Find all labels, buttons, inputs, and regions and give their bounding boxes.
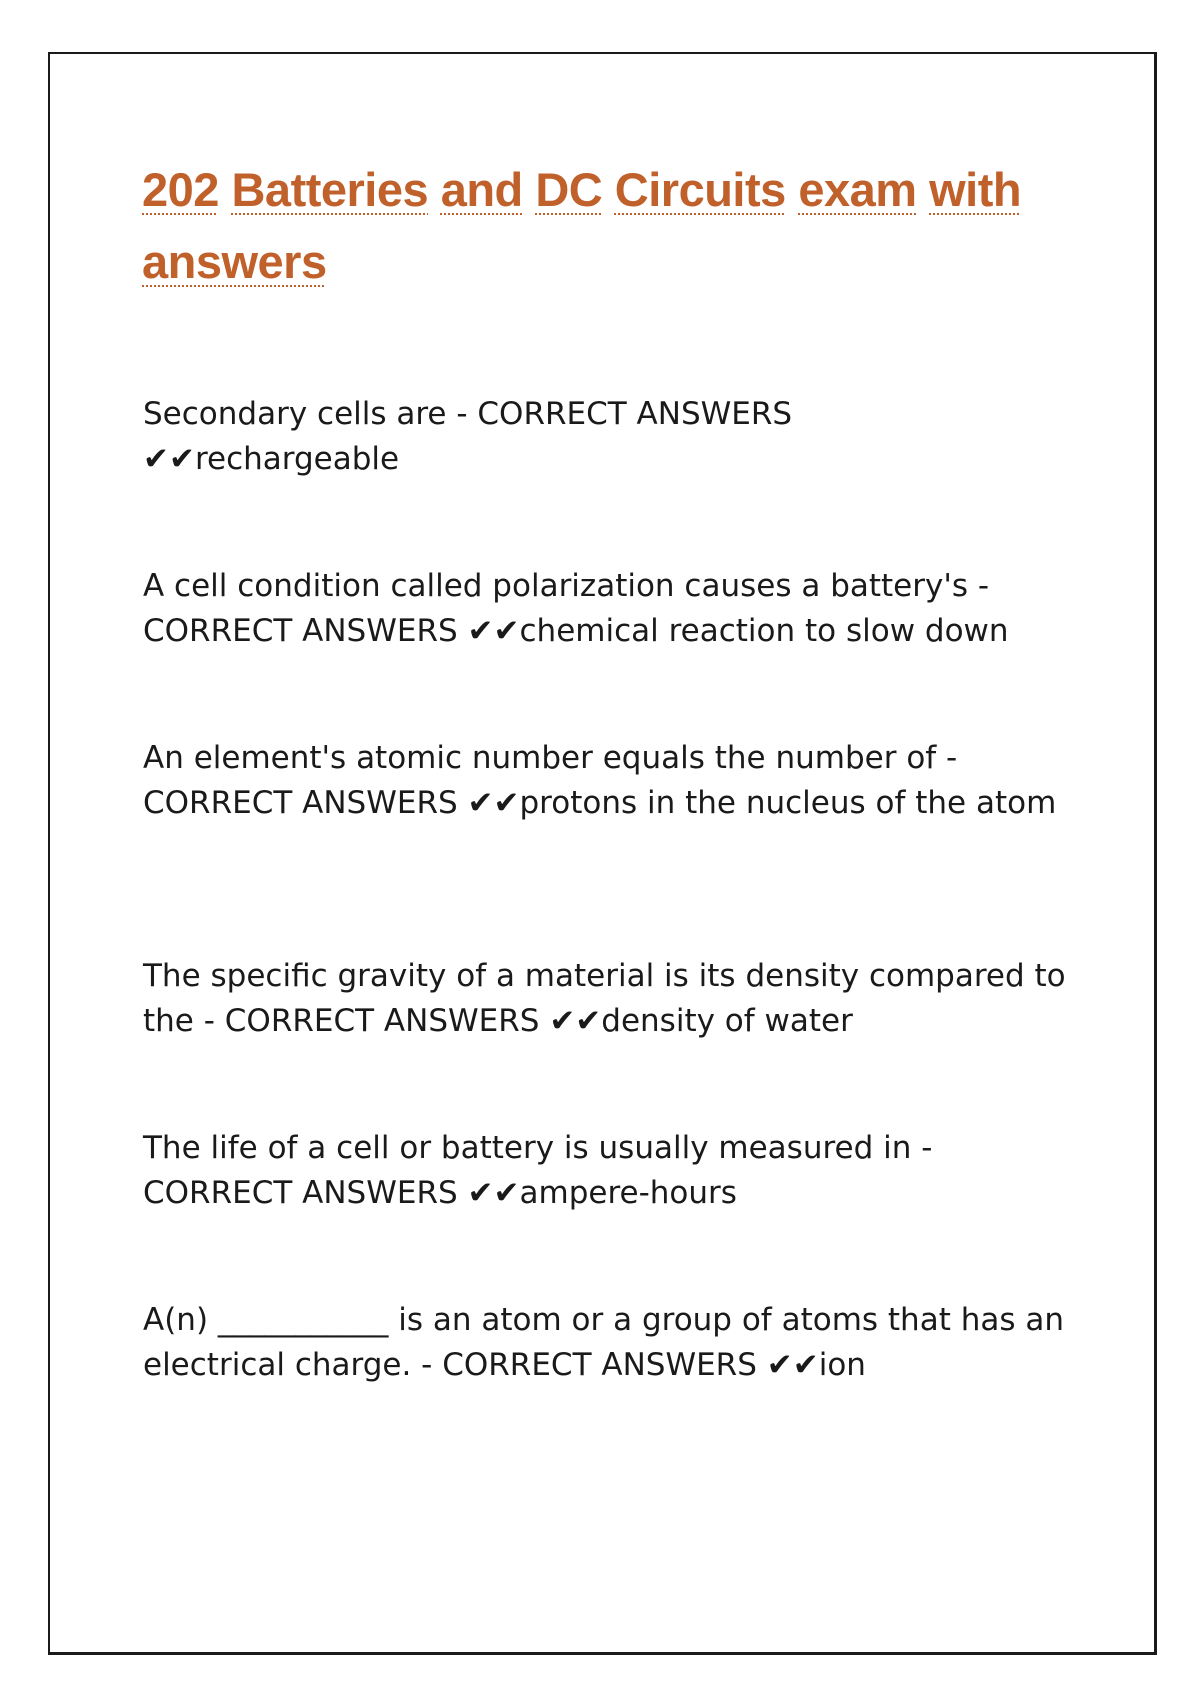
correct-answers-label: CORRECT ANSWERS: [143, 613, 458, 649]
correct-answers-label: CORRECT ANSWERS: [224, 1003, 540, 1039]
title-word: answers: [142, 235, 327, 288]
answer-text: ion: [818, 1347, 866, 1383]
qa-item: [143, 564, 1083, 654]
title-word: and: [440, 163, 523, 216]
answer-text: chemical reaction to slow down: [519, 613, 1009, 649]
answer-text: rechargeable: [194, 441, 400, 477]
question-text: An element's atomic number equals the number of -: [143, 740, 958, 776]
double-check-icon: ✔✔: [467, 785, 520, 821]
question-text: A cell condition called polarization causes a battery's -: [143, 568, 990, 604]
double-check-icon: ✔✔: [766, 1347, 819, 1383]
question-text: The life of a cell or battery is usually measured in -: [143, 1130, 933, 1166]
question-text: The specific gravity of a material is its density compared to the -: [143, 958, 1066, 1039]
double-check-icon: ✔✔: [467, 613, 520, 649]
document-page: [48, 52, 1157, 1655]
title-word: Batteries: [231, 163, 429, 216]
qa-item: [143, 954, 1083, 1044]
correct-answers-label: CORRECT ANSWERS: [477, 396, 793, 432]
answer-text: protons in the nucleus of the atom: [519, 785, 1057, 821]
double-check-icon: ✔✔: [143, 441, 195, 477]
question-text: Secondary cells are -: [143, 396, 468, 432]
correct-answers-label: CORRECT ANSWERS: [143, 1175, 458, 1211]
title-word: 202: [142, 163, 219, 216]
title-word: with: [929, 163, 1022, 216]
qa-item: [143, 1298, 1083, 1388]
correct-answers-label: CORRECT ANSWERS: [143, 785, 458, 821]
qa-item: [143, 1126, 1083, 1216]
correct-answers-label: CORRECT ANSWERS: [442, 1347, 757, 1383]
double-check-icon: ✔✔: [467, 1175, 520, 1211]
title-word: DC: [535, 163, 603, 216]
double-check-icon: ✔✔: [549, 1003, 602, 1039]
title-word: Circuits: [614, 163, 786, 216]
question-text: A(n) ___________ is an atom or a group of atoms that has an electrical charge. -: [143, 1302, 1064, 1383]
qa-item: [143, 392, 1083, 482]
title-word: exam: [798, 163, 917, 216]
answer-text: ampere-hours: [519, 1175, 737, 1211]
document-title: [142, 154, 1062, 298]
answer-text: density of water: [601, 1003, 853, 1039]
qa-item: [143, 736, 1083, 826]
